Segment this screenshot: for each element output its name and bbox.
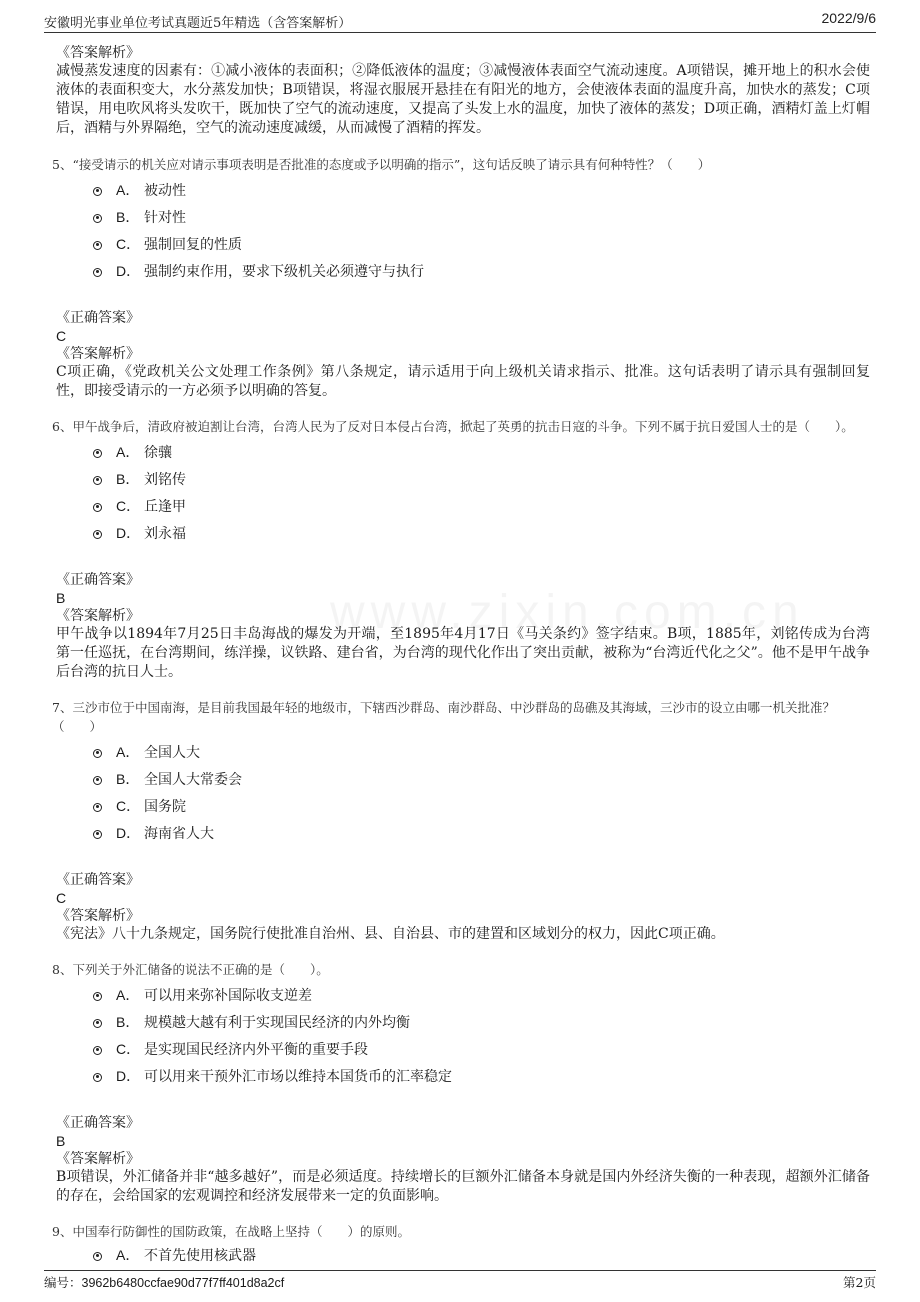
correct-answer: B xyxy=(56,1133,66,1149)
option-list xyxy=(93,438,870,546)
option-d[interactable]: D． 刘永福 xyxy=(93,519,870,546)
option-a[interactable]: A． 不首先使用核武器 xyxy=(93,1241,870,1268)
option-a[interactable]: A． 徐骧 xyxy=(93,438,870,465)
radio-icon[interactable] xyxy=(93,214,102,223)
option-d[interactable]: D． 强制约束作用，要求下级机关必须遵守与执行 xyxy=(93,257,870,284)
option-b[interactable]: B． 全国人大常委会 xyxy=(93,765,870,792)
radio-icon[interactable] xyxy=(93,503,102,512)
analysis-label: 《答案解析》 xyxy=(56,908,140,924)
option-b[interactable]: B． 规模越大越有利于实现国民经济的内外均衡 xyxy=(93,1008,870,1035)
question-text: 5、“接受请示的机关应对请示事项表明是否批准的态度或予以明确的指示”，这句话反映了请示具有何种特性？（ ） xyxy=(52,157,711,172)
radio-icon[interactable] xyxy=(93,1252,102,1261)
correct-answer-label: 《正确答案》 xyxy=(56,572,140,588)
page-number: 第2页 xyxy=(843,1275,876,1290)
question-text: 6、甲午战争后，清政府被迫割让台湾，台湾人民为了反对日本侵占台湾，掀起了英勇的抗击日寇的斗争。下列不属于抗日爱国人士的是（ ）。 xyxy=(52,419,854,434)
option-c[interactable]: C． 丘逢甲 xyxy=(93,492,870,519)
page-header xyxy=(44,10,876,33)
analysis-text: 甲午战争以1894年7月25日丰岛海战的爆发为开端，至1895年4月17日《马关条约》签字结束。B项，1885年，刘铭传成为台湾第一任巡抚，在台湾期间，练洋操，议铁路、建台省，为台湾的现代化作出了突出贡献，被称为“台湾近代化之父”。他不是甲午战争后台湾的抗日人士。 xyxy=(56,626,870,680)
radio-icon[interactable] xyxy=(93,803,102,812)
question-text: 9、中国奉行防御性的国防政策，在战略上坚持（ ）的原则。 xyxy=(52,1224,410,1239)
page-footer xyxy=(44,1270,876,1290)
radio-icon[interactable] xyxy=(93,1046,102,1055)
option-list xyxy=(93,738,870,846)
analysis-text: C项正确，《党政机关公文处理工作条例》第八条规定，请示适用于向上级机关请求指示、批准。这句话表明了请示具有强制回复性，即接受请示的一方必须予以明确的答复。 xyxy=(56,364,870,399)
option-c[interactable]: C． 国务院 xyxy=(93,792,870,819)
option-list xyxy=(93,176,870,284)
radio-icon[interactable] xyxy=(93,749,102,758)
option-d[interactable]: D． 海南省人大 xyxy=(93,819,870,846)
correct-answer-label: 《正确答案》 xyxy=(56,1115,140,1131)
option-list xyxy=(93,981,870,1089)
correct-answer-label: 《正确答案》 xyxy=(56,310,140,326)
radio-icon[interactable] xyxy=(93,1073,102,1082)
option-list xyxy=(93,1241,870,1268)
question-text: 7、三沙市位于中国南海，是目前我国最年轻的地级市，下辖西沙群岛、南沙群岛、中沙群岛的岛礁及其海域，三沙市的设立由哪一机关批准？（ ） xyxy=(52,700,835,734)
option-b[interactable]: B． 刘铭传 xyxy=(93,465,870,492)
option-d[interactable]: D． 可以用来干预外汇市场以维持本国货币的汇率稳定 xyxy=(93,1062,870,1089)
radio-icon[interactable] xyxy=(93,530,102,539)
option-c[interactable]: C． 强制回复的性质 xyxy=(93,230,870,257)
document-title: 安徽明光事业单位考试真题近5年精选（含答案解析） xyxy=(44,16,352,31)
analysis-label: 《答案解析》 xyxy=(56,1151,140,1167)
analysis-text: 减慢蒸发速度的因素有：①减小液体的表面积；②降低液体的温度；③减慢液体表面空气流动速度。A项错误，摊开地上的积水会使液体的表面积变大，水分蒸发加快；B项错误，将湿衣服展开悬挂在有阳光的地方，会使液体表面的温度升高，加快水的蒸发；C项错误，用电吹风将头发吹干，既加快了空气的流动速度，又提高了头发上水的温度，加快了液体的蒸发；D项正确，酒精灯盖上灯帽后，酒精与外界隔绝，空气的流动速度减缓，从而减慢了酒精的挥发。 xyxy=(56,63,870,136)
analysis-label: 《答案解析》 xyxy=(56,608,140,624)
radio-icon[interactable] xyxy=(93,476,102,485)
question-text: 8、下列关于外汇储备的说法不正确的是（ ）。 xyxy=(52,962,329,977)
correct-answer: B xyxy=(56,590,66,606)
document-date: 2022/9/6 xyxy=(821,10,876,26)
option-a[interactable]: A． 被动性 xyxy=(93,176,870,203)
radio-icon[interactable] xyxy=(93,776,102,785)
radio-icon[interactable] xyxy=(93,992,102,1001)
question-content xyxy=(52,44,870,1268)
correct-answer: C xyxy=(56,890,67,906)
correct-answer-label: 《正确答案》 xyxy=(56,872,140,888)
option-b[interactable]: B． 针对性 xyxy=(93,203,870,230)
radio-icon[interactable] xyxy=(93,830,102,839)
radio-icon[interactable] xyxy=(93,449,102,458)
option-c[interactable]: C． 是实现国民经济内外平衡的重要手段 xyxy=(93,1035,870,1062)
radio-icon[interactable] xyxy=(93,1019,102,1028)
analysis-label: 《答案解析》 xyxy=(56,346,140,362)
radio-icon[interactable] xyxy=(93,241,102,250)
analysis-label: 《答案解析》 xyxy=(56,45,140,61)
option-a[interactable]: A． 可以用来弥补国际收支逆差 xyxy=(93,981,870,1008)
correct-answer: C xyxy=(56,328,67,344)
document-code: 编号：3962b6480ccfae90d77f7ff401d8a2cf xyxy=(44,1276,285,1290)
radio-icon[interactable] xyxy=(93,187,102,196)
analysis-text: 《宪法》八十九条规定，国务院行使批准自治州、县、自治县、市的建置和区域划分的权力，因此C项正确。 xyxy=(56,926,725,942)
radio-icon[interactable] xyxy=(93,268,102,277)
analysis-text: B项错误，外汇储备并非“越多越好”，而是必须适度。持续增长的巨额外汇储备本身就是国内外经济失衡的一种表现，超额外汇储备的存在，会给国家的宏观调控和经济发展带来一定的负面影响。 xyxy=(56,1169,870,1204)
option-a[interactable]: A． 全国人大 xyxy=(93,738,870,765)
